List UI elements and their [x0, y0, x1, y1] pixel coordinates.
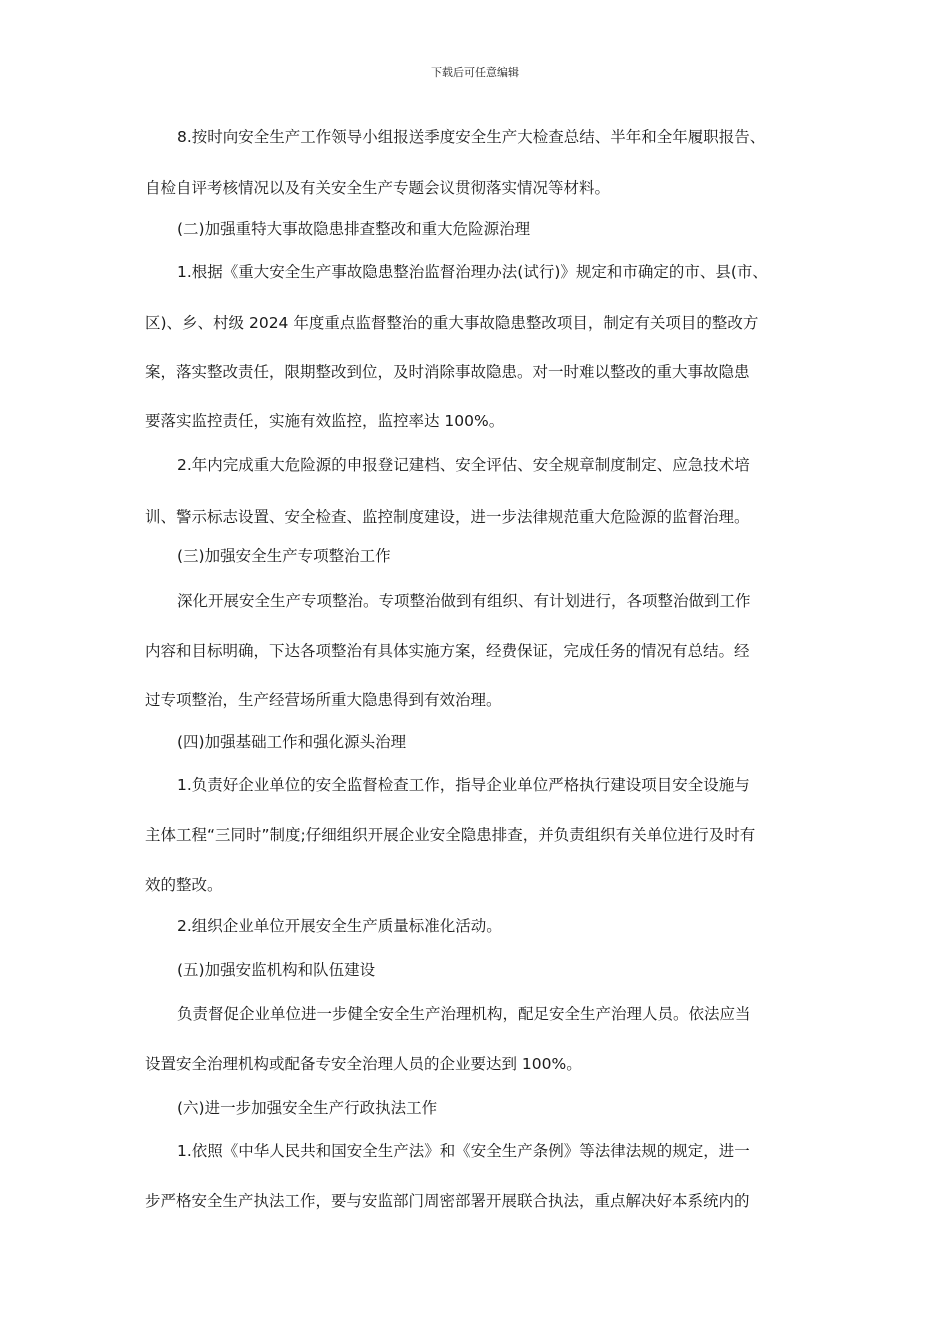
section-heading: (二)加强重特大事故隐患排查整改和重大危险源治理: [177, 220, 531, 238]
text-line: 步严格安全生产执法工作，要与安监部门周密部署开展联合执法，重点解决好本系统内的: [145, 1192, 750, 1210]
text-line: 设置安全治理机构或配备专安全治理人员的企业要达到 100%。: [145, 1055, 582, 1073]
text-line: 2.年内完成重大危险源的申报登记建档、安全评估、安全规章制度制定、应急技术培: [177, 456, 750, 474]
section-heading: (三)加强安全生产专项整治工作: [177, 547, 391, 565]
text-line: 深化开展安全生产专项整治。专项整治做到有组织、有计划进行，各项整治做到工作: [177, 592, 751, 610]
section-heading: (六)进一步加强安全生产行政执法工作: [177, 1099, 438, 1117]
text-line: 1.根据《重大安全生产事故隐患整治监督治理办法(试行)》规定和市确定的市、县(市、: [177, 263, 768, 281]
text-line: 效的整改。: [145, 876, 223, 894]
text-line: 2.组织企业单位开展安全生产质量标准化活动。: [177, 917, 502, 935]
text-line: 主体工程“三同时”制度;仔细组织开展企业安全隐患排查，并负责组织有关单位进行及时有: [145, 826, 756, 844]
section-heading: (五)加强安监机构和队伍建设: [177, 961, 376, 979]
section-heading: (四)加强基础工作和强化源头治理: [177, 733, 407, 751]
text-line: 1.负责好企业单位的安全监督检查工作，指导企业单位严格执行建设项目安全设施与: [177, 776, 750, 794]
text-line: 过专项整治，生产经营场所重大隐患得到有效治理。: [145, 691, 502, 709]
text-line: 训、警示标志设置、安全检查、监控制度建设，进一步法律规范重大危险源的监督治理。: [145, 508, 750, 526]
text-line: 1.依照《中华人民共和国安全生产法》和《安全生产条例》等法律法规的规定，进一: [177, 1142, 750, 1160]
text-line: 要落实监控责任，实施有效监控，监控率达 100%。: [145, 412, 505, 430]
page-header: 下载后可任意编辑: [431, 66, 519, 79]
text-line: 8.按时向安全生产工作领导小组报送季度安全生产大检查总结、半年和全年履职报告、: [177, 128, 766, 146]
text-line: 自检自评考核情况以及有关安全生产专题会议贯彻落实情况等材料。: [145, 179, 611, 197]
text-line: 负责督促企业单位进一步健全安全生产治理机构，配足安全生产治理人员。依法应当: [177, 1005, 751, 1023]
text-line: 区)、乡、村级 2024 年度重点监督整治的重大事故隐患整改项目，制定有关项目的整改方: [145, 314, 759, 332]
text-line: 内容和目标明确，下达各项整治有具体实施方案，经费保证，完成任务的情况有总结。经: [145, 642, 750, 660]
text-line: 案，落实整改责任，限期整改到位，及时消除事故隐患。对一时难以整改的重大事故隐患: [145, 363, 750, 381]
